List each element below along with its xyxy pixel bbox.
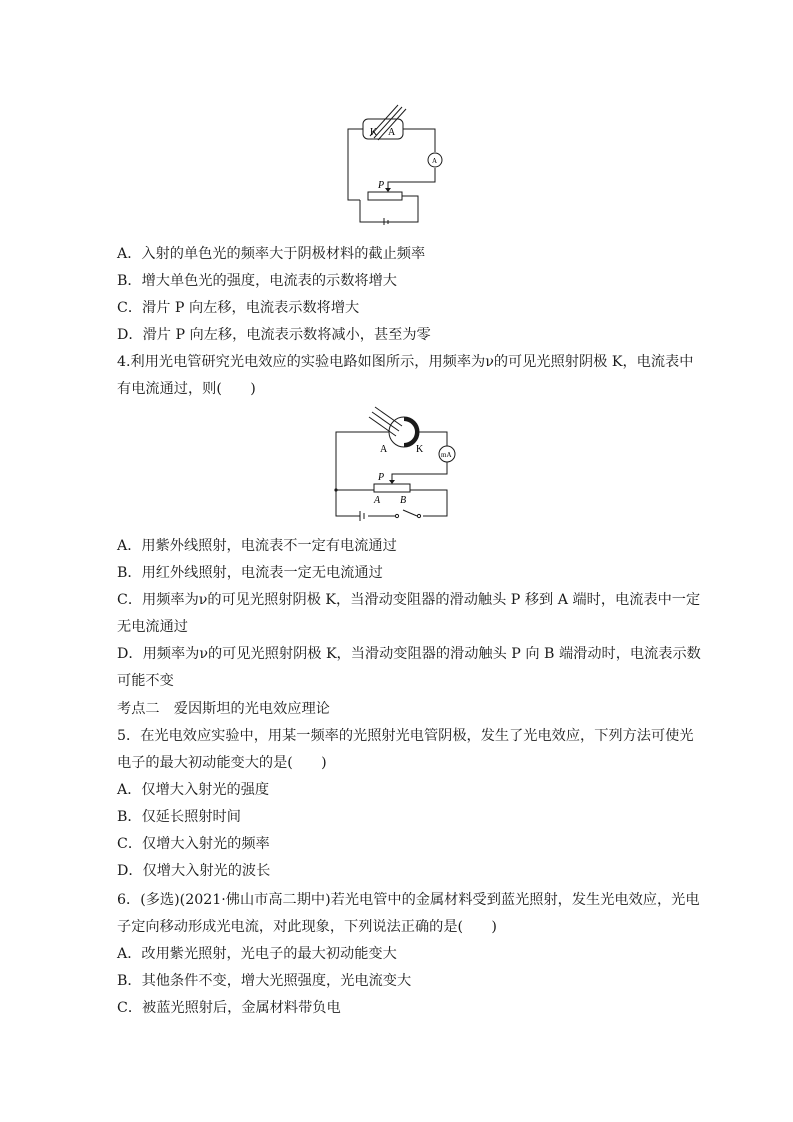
q4-option-b: B．用红外线照射，电流表一定无电流通过 [117,565,383,581]
q6-option-a: A．改用紫光照射，光电子的最大初动能变大 [117,946,397,962]
wire-bottom-left [336,490,360,516]
switch-contact [417,514,420,517]
label-end-a: A [374,495,381,506]
slider-arrow-icon [385,188,391,192]
rheostat [368,192,402,200]
q5-option-b: B．仅延长照射时间 [117,809,241,825]
label-cathode: K [416,444,424,455]
ammeter-label: A [432,157,438,165]
switch-lever [403,510,417,516]
label-end-b: B [400,495,407,506]
label-p: P [378,180,385,191]
q5-option-d: D．仅增大入射光的波长 [117,863,271,879]
label-anode: A [380,444,388,455]
q6-option-c: C．被蓝光照射后，金属材料带负电 [117,1000,341,1016]
circuit-diagram-1 [340,100,450,225]
circuit-diagram-2 [330,402,460,527]
switch-contact [395,514,398,517]
cathode-icon [404,417,419,447]
wire-left [348,129,363,200]
q4-stem-line1: 4.利用光电管研究光电效应的实验电路如图所示，用频率为ν的可见光照射阴极 K，电流表中 [117,354,694,370]
q3-option-c: C．滑片 P 向左移，电流表示数将增大 [117,300,360,316]
q5-option-a: A．仅增大入射光的强度 [117,782,270,798]
section-title: 考点二 爱因斯坦的光电效应理论 [117,701,330,717]
slider-arrow-icon [389,480,395,484]
wire-right [388,168,435,188]
junction-dot [334,488,337,491]
q3-option-d: D．滑片 P 向左移，电流表示数将减小，甚至为零 [117,327,431,343]
q4-option-a: A．用紫外线照射，电流表不一定有电流通过 [117,538,397,554]
q6-option-b: B．其他条件不变，增大光照强度，光电流变大 [117,973,412,989]
q4-option-c-line2: 无电流通过 [117,619,188,635]
q4-option-d-line2: 可能不变 [117,673,174,689]
milliammeter-label: mA [441,451,452,459]
q5-option-c: C．仅增大入射光的频率 [117,836,270,852]
q4-stem-line2: 有电流通过，则( ) [117,381,256,397]
q4-option-d-line1: D．用频率为ν的可见光照射阴极 K，当滑动变阻器的滑动触头 P 向 B 端滑动时，电流表示数 [117,646,701,662]
label-k: K [370,127,378,138]
q6-stem-line1: 6．(多选)(2021·佛山市高二期中)若光电管中的金属材料受到蓝光照射，发生光电效应，光电 [117,892,700,908]
q4-option-c-line1: C．用频率为ν的可见光照射阴极 K，当滑动变阻器的滑动触头 P 移到 A 端时，电流表中一定 [117,592,701,608]
circuit-figure-2 [330,402,460,527]
q5-stem-line1: 5．在光电效应实验中，用某一频率的光照射光电管阴极，发生了光电效应，下列方法可使光 [117,728,694,744]
q3-option-a: A．入射的单色光的频率大于阴极材料的截止频率 [117,246,426,262]
label-p: P [378,472,385,483]
q3-option-b: B．增大单色光的强度，电流表的示数将增大 [117,273,397,289]
rheostat [374,484,410,492]
wire-right [392,462,447,480]
q5-stem-line2: 电子的最大初动能变大的是( ) [117,755,327,771]
wire-from-b [410,490,447,516]
circuit-figure-1 [340,100,450,225]
wire-top-right [403,129,435,152]
label-anode: A [388,127,396,138]
q6-stem-line2: 子定向移动形成光电流，对此现象，下列说法正确的是( ) [117,919,497,935]
